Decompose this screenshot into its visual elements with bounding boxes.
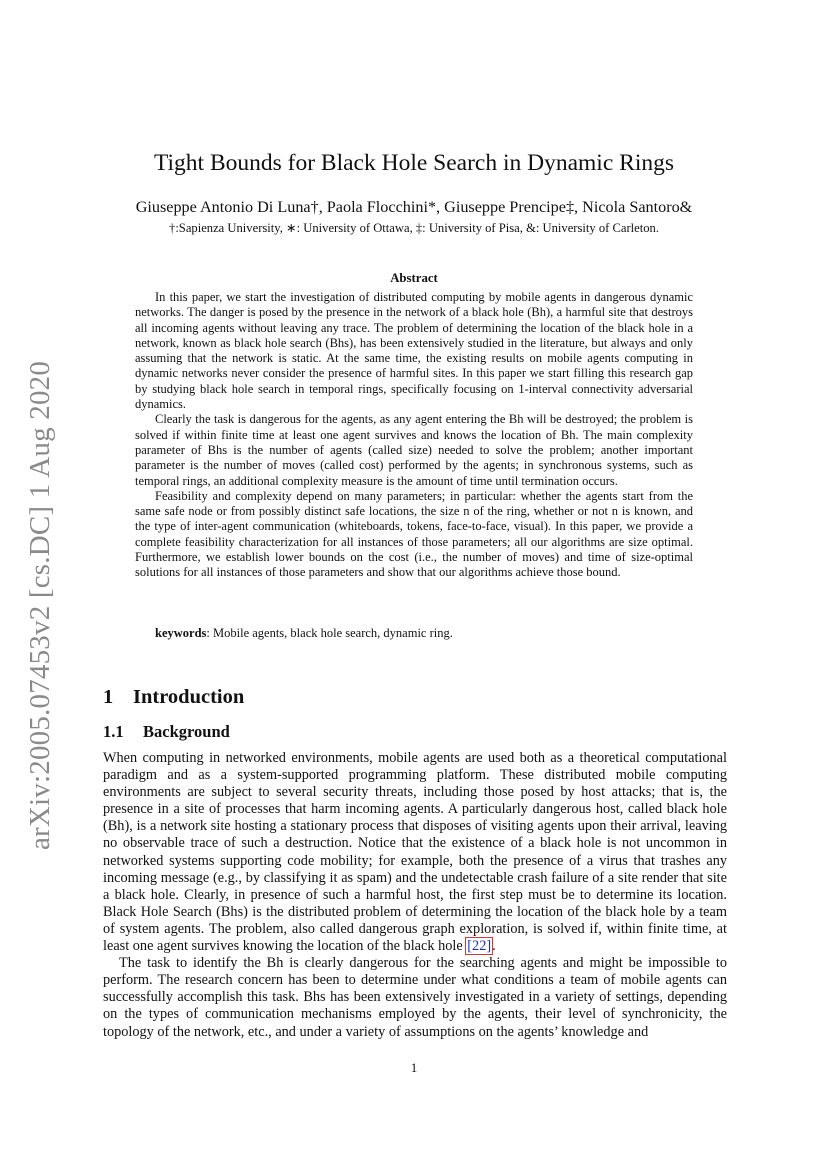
body-paragraph [103, 750, 727, 955]
body-paragraph-text: When computing in networked environments, mobile agents are used both as a theoretical computational paradigm and as a system-supported programming platform. These distributed mobile computing environments are subject to several security threats, including those posed by host attacks; that is, the presence in a site of processes that harm incoming agents. A particularly dangerous host, called black hole (Bh), is a network site hosting a stationary process that disposes of visiting agents upon their arrival, leaving no observable trace of such a destruction. Notice that the existence of a black hole is not uncommon in networked systems supporting code mobility; for example, both the presence of a virus that trashes any incoming message (e.g., by classifying it as spam) and the undetectable crash failure of a site render that site a black hole. Clearly, in presence of such a harmful host, the first step must be to determine its location. Black Hole Search (Bhs) is the distributed problem of determining the location of the black hole by a team of system agents. The problem, also called dangerous graph exploration, is solved if, within finite time, at least one agent survives knowing the location of the black hole [103, 750, 727, 955]
section-title: Introduction [133, 686, 245, 708]
abstract-heading: Abstract [390, 271, 438, 285]
section-heading [103, 686, 244, 709]
subsection-heading [103, 722, 230, 742]
author-list: Giuseppe Antonio Di Luna†, Paola Flocchini*, Giuseppe Prencipe‡, Nicola Santoro& [135, 198, 693, 216]
abstract-paragraph: Clearly the task is dangerous for the agents, as any agent entering the Bh will be destroyed; the problem is solved if within finite time at least one agent survives and knows the location of Bh. The main complexity parameter of Bhs is the number of agents (called size) needed to solve the problem; another important parameter is the number of moves (called cost) performed by the agents; in synchronous systems, such as temporal rings, an additional complexity measure is the amount of time until termination occurs. [135, 412, 693, 488]
page-number: 1 [410, 1060, 418, 1075]
keywords-line [155, 626, 453, 641]
subsection-title: Background [143, 722, 230, 741]
section-number: 1 [103, 686, 114, 708]
arxiv-stamp-text: arXiv:2005.07453v2 [cs.DC] 1 Aug 2020 [24, 360, 57, 850]
citation-link[interactable]: [22] [467, 938, 492, 955]
abstract-paragraph: Feasibility and complexity depend on many parameters; in particular: whether the agents start from the same safe node or from possibly distinct safe locations, the size n of the ring, whether or not n is known, and the type of inter-agent communication (whiteboards, tokens, face-to-face, visual). In this paper, we provide a complete feasibility characterization for all instances of those parameters; all our algorithms are size optimal. Furthermore, we establish lower bounds on the cost (i.e., the number of moves) and time of size-optimal solutions for all instances of those parameters and show that our algorithms achieve those bound. [135, 488, 693, 580]
body-paragraph-end: . [492, 938, 496, 955]
paper-title: Tight Bounds for Black Hole Search in Dynamic Rings [153, 150, 674, 176]
affiliations: †:Sapienza University, ∗: University of Ottawa, ‡: University of Pisa, &: University of Carleton. [169, 221, 659, 235]
subsection-number: 1.1 [103, 722, 124, 741]
body-paragraph: The task to identify the Bh is clearly dangerous for the searching agents and might be impossible to perform. The research concern has been to determine under what conditions a team of mobile agents can successfully accomplish this task. Bhs has been extensively investigated in a variety of settings, depending on the types of communication mechanisms employed by the agents, their level of synchronicity, the topology of the network, etc., and under a variety of assumptions on the agents’ knowledge and [103, 955, 727, 1040]
abstract-paragraph: In this paper, we start the investigation of distributed computing by mobile agents in dangerous dynamic networks. The danger is posed by the presence in the network of a black hole (Bh), a harmful site that destroys all incoming agents without leaving any trace. The problem of determining the location of the black hole in a network, known as black hole search (Bhs), has been extensively studied in the literature, but always and only assuming that the network is static. At the same time, the existing results on mobile agents computing in dynamic networks never consider the presence of harmful sites. In this paper we start filling this research gap by studying black hole search in temporal rings, specifically focusing on 1-interval connectivity adversarial dynamics. [135, 290, 693, 412]
abstract-body [135, 290, 693, 581]
body-text [103, 750, 727, 1041]
keywords-label: keywords [155, 626, 207, 640]
arxiv-stamp [14, 360, 68, 850]
keywords-text: : Mobile agents, black hole search, dynamic ring. [206, 626, 453, 640]
